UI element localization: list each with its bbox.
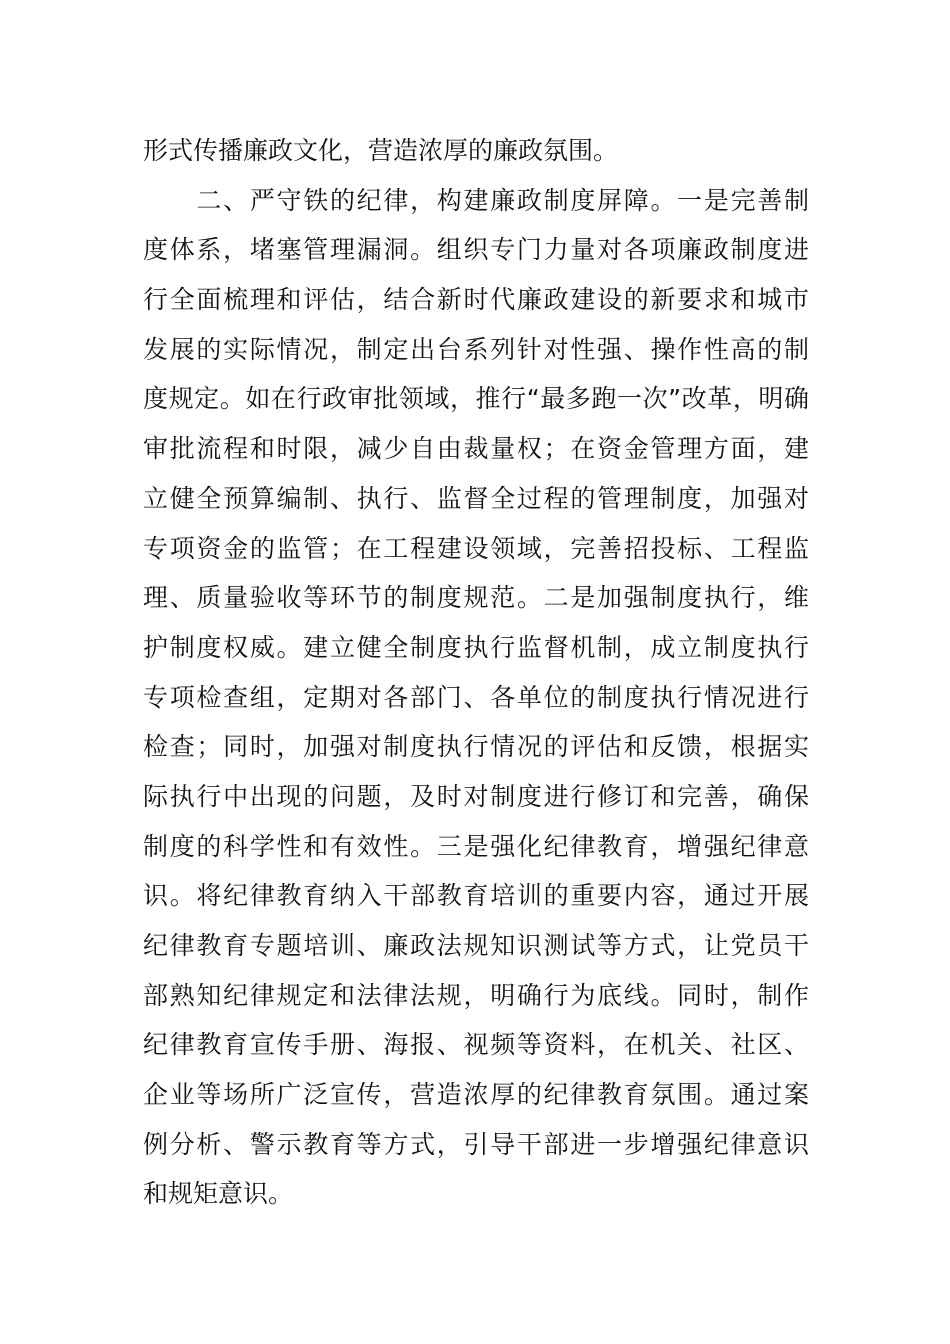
text-line: 例分析、警示教育等方式，引导干部进一步增强纪律意识: [143, 1129, 809, 1159]
text-line: 际执行中出现的问题，及时对制度进行修订和完善，确保: [143, 781, 809, 811]
text-line: 制度的科学性和有效性。三是强化纪律教育，增强纪律意: [143, 831, 809, 861]
text-line: 检查；同时，加强对制度执行情况的评估和反馈，根据实: [143, 732, 809, 762]
text-line: 纪律教育专题培训、廉政法规知识测试等方式，让党员干: [143, 931, 809, 960]
text-line: 和规矩意识。: [143, 1179, 294, 1209]
text-line: 度规定。如在行政审批领域，推行“最多跑一次”改革，明确: [143, 384, 809, 414]
text-line: 企业等场所广泛宣传，营造浓厚的纪律教育氛围。通过案: [143, 1080, 809, 1110]
text-line: 二、严守铁的纪律，构建廉政制度屏障。一是完善制: [143, 185, 809, 215]
text-line: 专项检查组，定期对各部门、各单位的制度执行情况进行: [143, 682, 809, 712]
text-line: 识。将纪律教育纳入干部教育培训的重要内容，通过开展: [143, 881, 809, 911]
text-line: 立健全预算编制、执行、监督全过程的管理制度，加强对: [143, 483, 809, 513]
text-line: 部熟知纪律规定和法律法规，明确行为底线。同时，制作: [143, 980, 809, 1010]
text-line: 行全面梳理和评估，结合新时代廉政建设的新要求和城市: [143, 285, 809, 315]
text-line: 度体系，堵塞管理漏洞。组织专门力量对各项廉政制度进: [143, 235, 809, 265]
text-line: 形式传播廉政文化，营造浓厚的廉政氛围。: [143, 136, 619, 165]
body-text: [143, 126, 809, 1219]
text-line: 理、质量验收等环节的制度规范。二是加强制度执行，维: [143, 583, 809, 613]
text-line: 专项资金的监管；在工程建设领域，完善招投标、工程监: [143, 533, 809, 563]
text-line: 审批流程和时限，减少自由裁量权；在资金管理方面，建: [143, 434, 809, 464]
text-line: 纪律教育宣传手册、海报、视频等资料，在机关、社区、: [143, 1030, 809, 1060]
text-line: 发展的实际情况，制定出台系列针对性强、操作性高的制: [143, 334, 809, 364]
text-line: 护制度权威。建立健全制度执行监督机制，成立制度执行: [143, 632, 809, 662]
